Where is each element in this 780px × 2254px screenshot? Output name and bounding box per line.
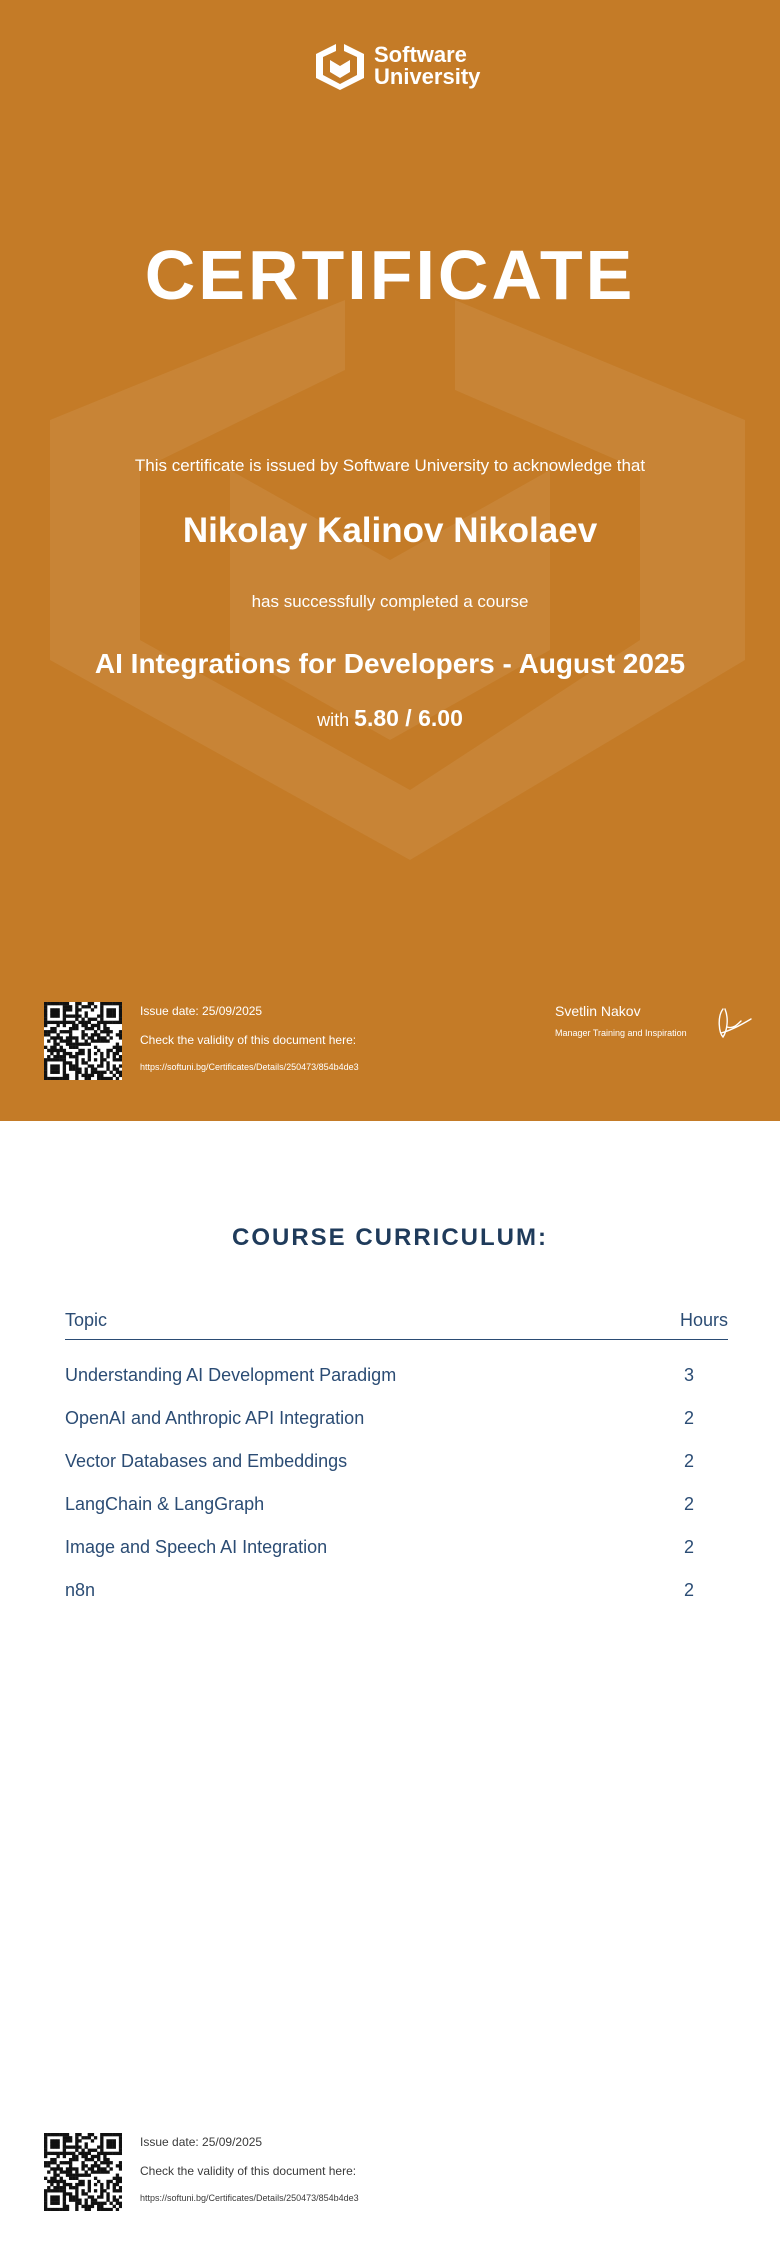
- logo-line-1: Software: [374, 42, 467, 67]
- grade-prefix: with: [317, 710, 350, 730]
- qr-code-bottom-icon[interactable]: [44, 2133, 122, 2211]
- validity-link-bottom[interactable]: https://softuni.bg/Certificates/Details/250473/854b4de3: [140, 2193, 359, 2203]
- course-name: AI Integrations for Developers - August 2025: [94, 648, 686, 679]
- curriculum-title: COURSE CURRICULUM:: [232, 1224, 548, 1251]
- softuni-logo-icon: [314, 42, 366, 90]
- row-topic: LangChain & LangGraph: [65, 1494, 265, 1514]
- row-hours: 2: [683, 1408, 694, 1428]
- logo-line-2: University: [374, 64, 481, 89]
- certificate-page: [0, 0, 780, 1121]
- issue-date: Issue date: 25/09/2025: [140, 1004, 263, 1018]
- table-row: [65, 1397, 728, 1440]
- row-hours: 3: [683, 1365, 694, 1385]
- row-topic: Image and Speech AI Integration: [65, 1537, 328, 1557]
- intro-text: This certificate is issued by Software University to acknowledge that: [134, 456, 646, 475]
- recipient-name: Nikolay Kalinov Nikolaev: [182, 511, 598, 550]
- row-hours: 2: [683, 1451, 694, 1471]
- row-topic: Vector Databases and Embeddings: [65, 1451, 348, 1471]
- table-row: [65, 1483, 728, 1526]
- signature-icon: [715, 1003, 755, 1041]
- signatory-name: Svetlin Nakov: [555, 1003, 641, 1019]
- watermark-logo-icon: [0, 0, 780, 1121]
- grade-value: 5.80 / 6.00: [354, 705, 463, 731]
- signatory-role: Manager Training and Inspiration: [555, 1028, 687, 1038]
- header-hours: Hours: [679, 1310, 728, 1330]
- row-hours: 2: [683, 1580, 694, 1600]
- completion-text: has successfully completed a course: [251, 592, 529, 611]
- qr-code-icon[interactable]: [44, 1002, 122, 1080]
- validity-link[interactable]: https://softuni.bg/Certificates/Details/250473/854b4de3: [140, 1062, 359, 1072]
- curriculum-table: [65, 1310, 728, 1612]
- table-row: [65, 1569, 728, 1612]
- table-header: [65, 1310, 728, 1340]
- table-row: [65, 1526, 728, 1569]
- row-hours: 2: [683, 1494, 694, 1514]
- row-hours: 2: [683, 1537, 694, 1557]
- software-university-logo: [314, 42, 480, 90]
- table-row: [65, 1354, 728, 1397]
- certificate-title: CERTIFICATE: [144, 236, 636, 314]
- validity-text-bottom: Check the validity of this document here:: [140, 2164, 357, 2178]
- validity-text: Check the validity of this document here:: [140, 1033, 357, 1047]
- issue-date-bottom: Issue date: 25/09/2025: [140, 2135, 263, 2149]
- row-topic: Understanding AI Development Paradigm: [65, 1365, 397, 1385]
- table-row: [65, 1440, 728, 1483]
- row-topic: n8n: [65, 1580, 96, 1600]
- row-topic: OpenAI and Anthropic API Integration: [65, 1408, 365, 1428]
- header-topic: Topic: [65, 1310, 108, 1330]
- grade-line: [0, 705, 780, 732]
